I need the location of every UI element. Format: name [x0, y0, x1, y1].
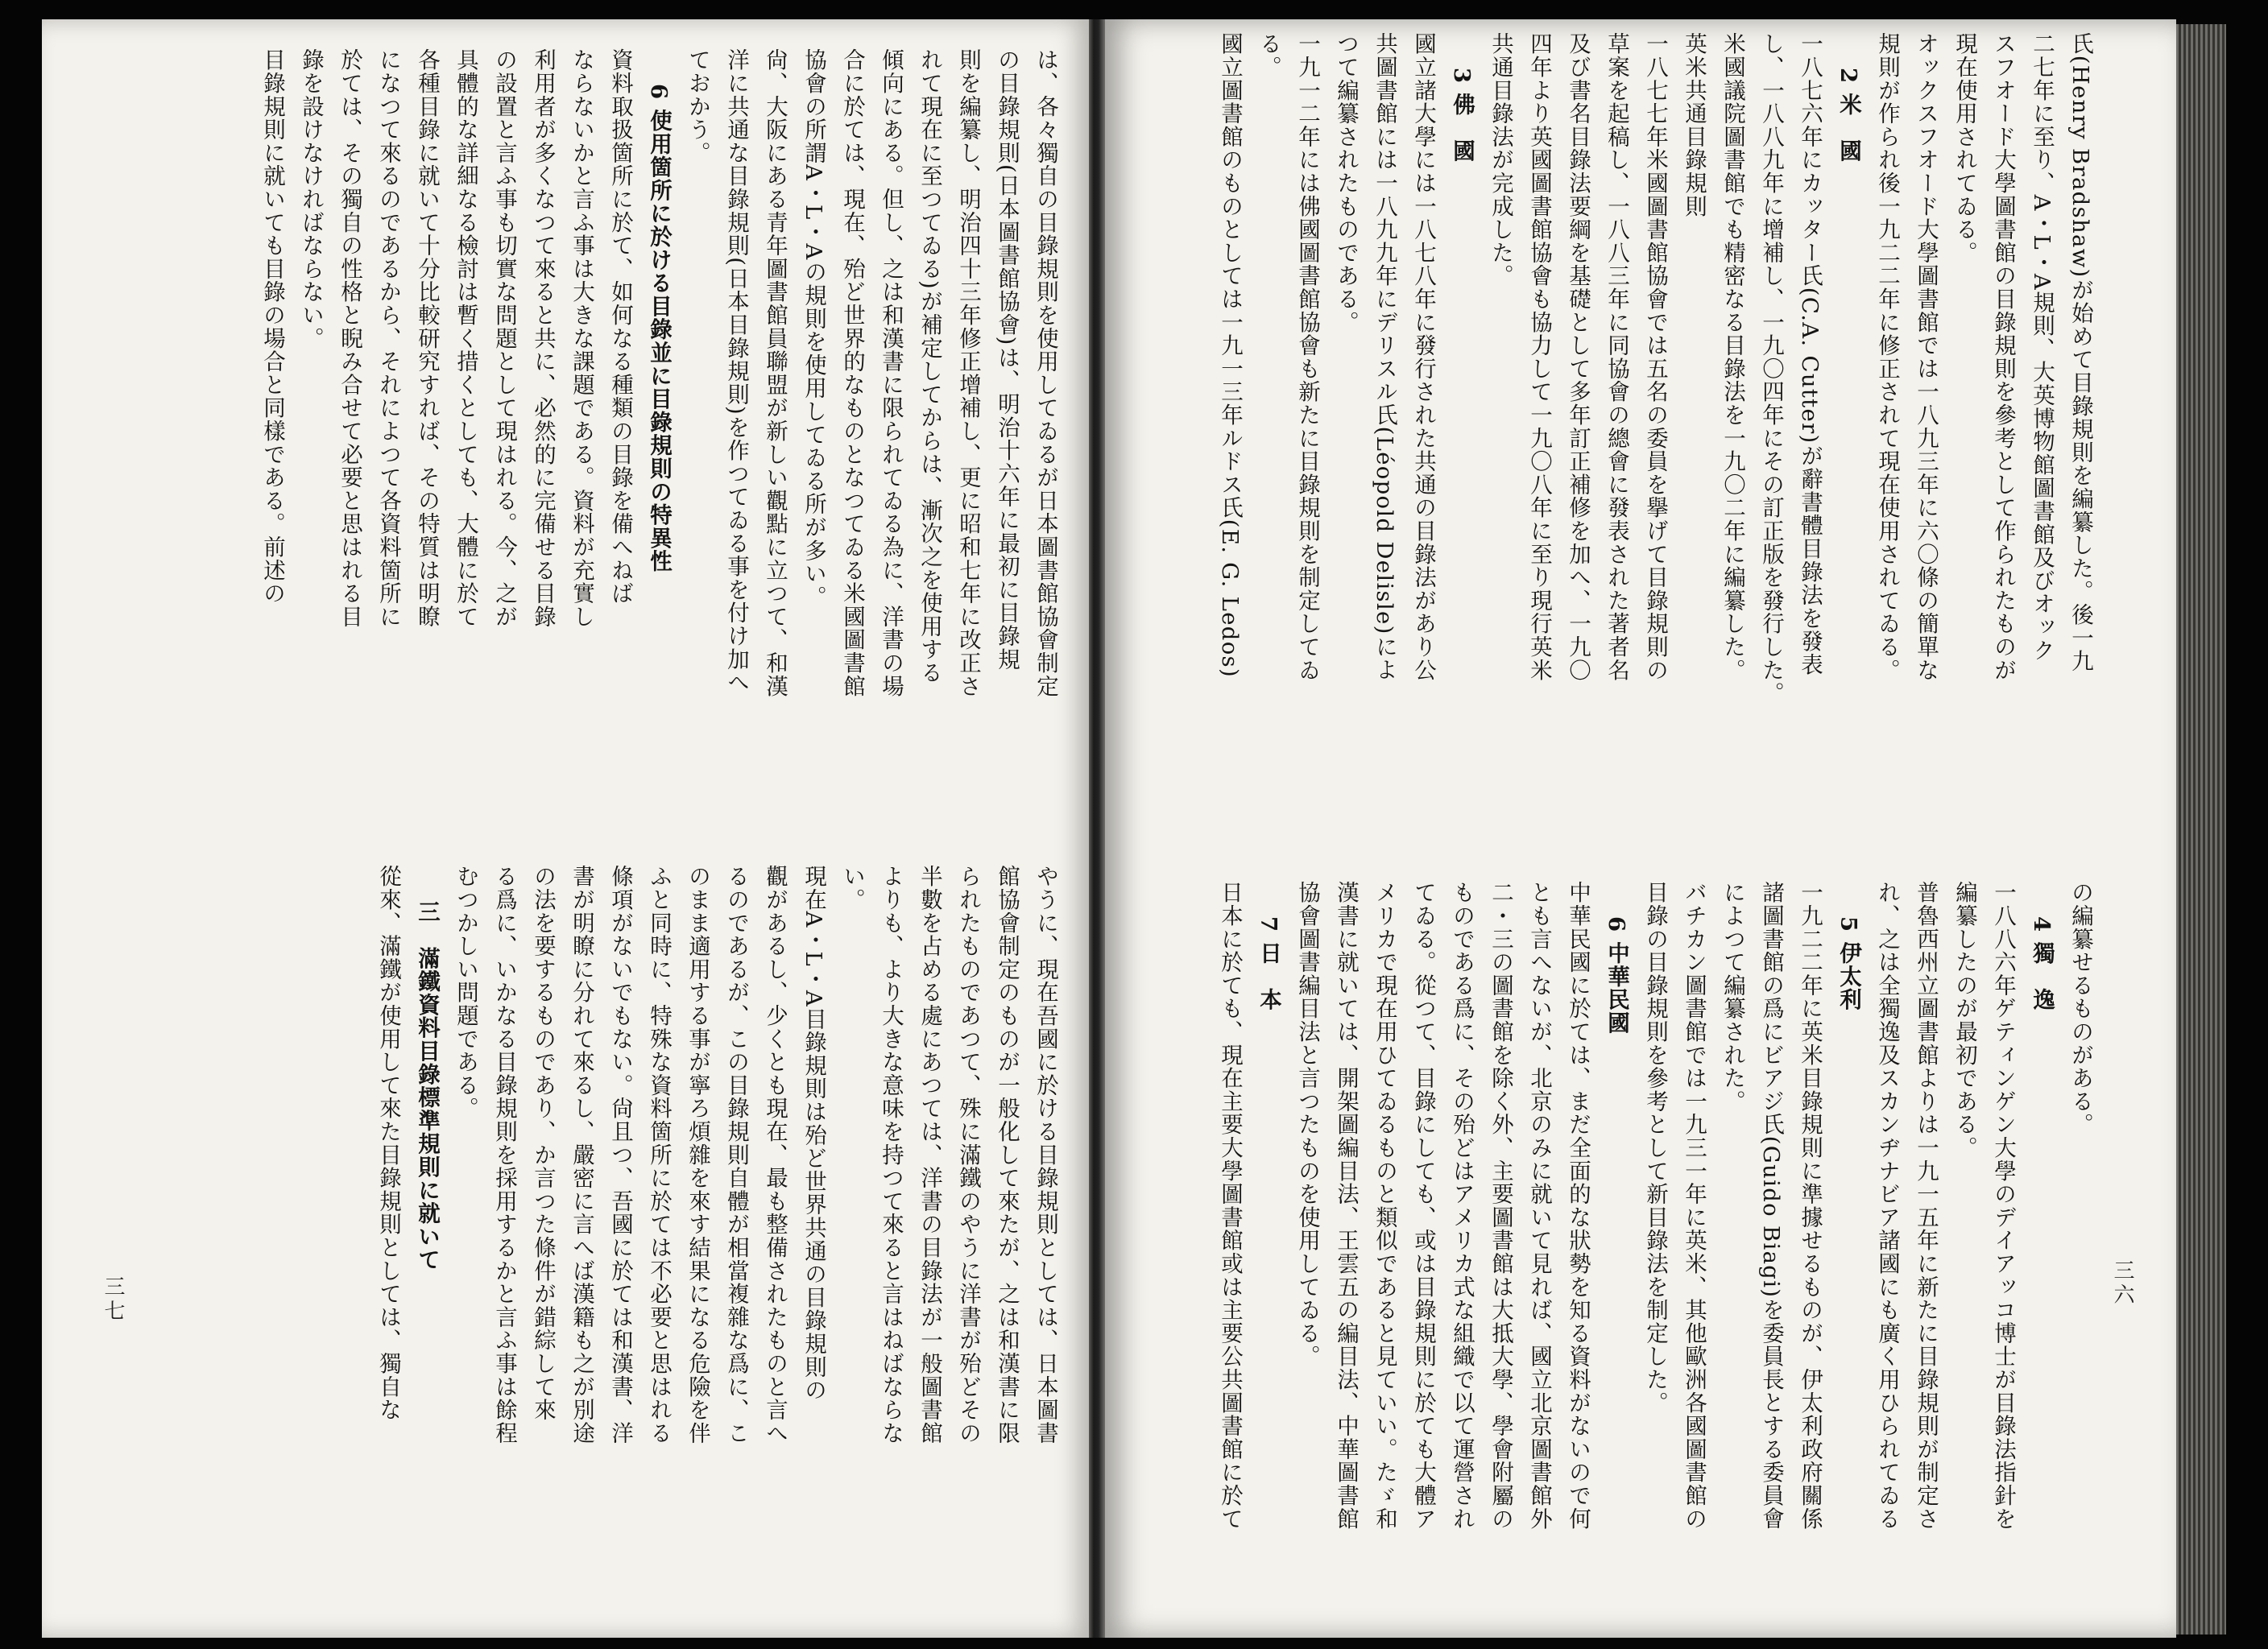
left-top-line: ておかう。 — [685, 48, 710, 164]
right-bottom-line: 諸圖書館の爲にビアジ氏(Guido Biagi)を委員長とする委員會 — [1758, 881, 1784, 1531]
right-bottom-line: 二・三の圖書館を除く外、主要圖書館は大抵大學、學會附屬の — [1488, 881, 1513, 1531]
right-top-line: 共通目錄法が完成した。 — [1488, 32, 1513, 287]
left-bottom-line: 現在A・L・A目錄規則は殆ど世界共通の目錄規則の — [801, 865, 826, 1402]
right-top-line: 一八七六年にカッター氏(C.A. Cutter)が辭書體目錄法を發表 — [1797, 32, 1823, 676]
left-bottom-line: られたものであつて、殊に滿鐵のやうに洋書が殆どその — [955, 865, 981, 1444]
right-top-line: 米國議院圖書館でも精密なる目錄法を一九〇二年に編纂した。 — [1720, 32, 1745, 682]
left-top-line: 洋に共通な目錄規則(日本目錄規則)を作つてゐる事を付け加へ — [723, 48, 749, 694]
page-number-left: 三七 — [101, 1275, 125, 1324]
left-bottom-line: 從來、滿鐵が使用して來た目錄規則としては、獨自な — [375, 865, 401, 1422]
left-top-line: 合に於ては、現在、殆ど世界的なものとなつてゐる米國圖書館 — [839, 48, 865, 698]
left-top-line: 傾向にある。但し、之は和漢書に限られてゐる為に、洋書の場 — [878, 48, 904, 698]
right-bottom-line: 一八八六年ゲティンゲン大學のデイアッコ博士が目錄法指針を — [1990, 881, 2016, 1531]
right-bottom-line: 目錄の目錄規則を參考として新目錄法を制定した。 — [1642, 881, 1668, 1415]
right-bottom-line: 編纂したのが最初である。 — [1951, 881, 1977, 1159]
right-page-upper-block — [1153, 32, 2100, 870]
left-top-line: 各種目錄に就いて十分比較研究すれば、その特質は明瞭 — [414, 48, 440, 628]
right-bottom-line: 普魯西州立圖書館よりは一九一五年に新たに目錄規則が制定さ — [1913, 881, 1939, 1531]
right-bottom-line: 7 日 本 — [1256, 916, 1281, 1011]
left-bottom-line: る爲に、いかなる目錄規則を採用するかと言ふ事は餘程 — [491, 865, 517, 1444]
right-bottom-line: 4 獨 逸 — [2029, 916, 2055, 1011]
right-bottom-line: とも言へないが、北京のみに就いて見れば、國立北京圖書館外 — [1526, 881, 1552, 1531]
left-top-line: 利用者が多くなつて來ると共に、必然的に完備せる目錄 — [530, 48, 556, 628]
left-bottom-line: 書が明瞭に分れて來るし、嚴密に言へば漢籍も之が別途 — [569, 865, 594, 1444]
left-top-line: 資料取扱箇所に於て、如何なる種類の目錄を備へねば — [607, 48, 633, 605]
right-bottom-line: 漢書に就いては、開架圖編目法、王雲五の編目法、中華圖書館 — [1333, 881, 1359, 1531]
right-page-lower-block — [1153, 881, 2100, 1626]
right-bottom-line: メリカで現在用ひてゐるものと類似であると見ていい。たゞ和 — [1372, 881, 1397, 1531]
left-lower-text — [98, 865, 1065, 1622]
right-top-line: 草案を起稿し、一八八三年に同協會の總會に發表された著者名 — [1604, 32, 1629, 682]
left-bottom-line: の法を要するものであり、か言つた條件が錯綜して來 — [530, 865, 556, 1422]
left-bottom-line: ふと同時に、特殊な資料箇所に於ては不必要と思はれる — [646, 865, 672, 1444]
left-top-line: の目錄規則(日本圖書館協會)は、明治十六年に最初に目錄規 — [994, 48, 1020, 671]
left-bottom-line: 館協會制定のものが一般化して來たが、之は和漢書に限 — [994, 865, 1020, 1444]
left-top-line: の設置と言ふ事も切實な問題として現はれる。今、之が — [491, 48, 517, 628]
right-top-line: 現在使用されてゐる。 — [1951, 32, 1977, 264]
right-top-line: る。 — [1256, 32, 1281, 79]
left-page — [42, 19, 1089, 1638]
right-bottom-line: れ、之は全獨逸及スカンヂナビア諸國にも廣く用ひられてゐる — [1874, 881, 1900, 1531]
left-bottom-line: やうに、現在吾國に於ける目錄規則としては、日本圖書 — [1033, 865, 1058, 1444]
page-edges — [2176, 24, 2226, 1635]
left-bottom-line: むつかしい問題である。 — [453, 865, 478, 1120]
right-upper-text — [1153, 32, 2100, 870]
left-bottom-line: 半數を占める處にあつては、洋書の目錄法が一般圖書館 — [917, 865, 942, 1444]
right-top-line: 一八七七年米國圖書館協會では五名の委員を擧げて目錄規則の — [1642, 32, 1668, 682]
left-top-line: ならないかと言ふ事は大きな課題である。資料が充實し — [569, 48, 594, 628]
right-top-line: 英米共通目錄規則 — [1681, 32, 1707, 218]
right-bottom-line: によつて編纂された。 — [1720, 881, 1745, 1113]
left-top-line: 尙、大阪にある青年圖書館員聯盟が新しい觀點に立つて、和漢 — [762, 48, 788, 698]
left-page-upper-block — [98, 48, 1065, 853]
left-bottom-line: 三 滿鐵資料目錄標準規則に就いて — [414, 900, 440, 1271]
page-number-right: 三六 — [2110, 1259, 2134, 1308]
right-top-line: 一九一二年には佛國圖書館協會も新たに目錄規則を制定してゐ — [1294, 32, 1320, 682]
left-top-line: 具體的な詳細なる檢討は暫く措くとしても、大體に於て — [453, 48, 478, 628]
right-page — [1105, 19, 2176, 1638]
right-bottom-line: 協會圖書編目法と言つたものを使用してゐる。 — [1294, 881, 1320, 1368]
left-top-line: になつて來るのであるから、それによつて各資料箇所に — [375, 48, 401, 628]
left-page-lower-block — [98, 865, 1065, 1622]
right-top-line: 國立圖書館のものとしては一九一三年ルドス氏(E. G. Ledos) — [1217, 32, 1243, 678]
right-bottom-line: 一九二二年に英米目錄規則に準據せるものが、伊太利政府關係 — [1797, 881, 1823, 1531]
left-upper-text — [98, 48, 1065, 853]
left-bottom-line: よりも、より大きな意味を持つて來ると言はねばならな — [878, 865, 904, 1444]
right-bottom-line: の編纂せるものがある。 — [2067, 881, 2093, 1136]
left-top-line: 於ては、その獨自の性格と睨み合せて必要と思はれる目 — [337, 48, 362, 628]
right-top-line: 規則が作られ後一九二二年に修正されて現在使用されてゐる。 — [1874, 32, 1900, 682]
right-top-line: 二七年に至り、A・L・A規則、大英博物館圖書館及びオック — [2029, 32, 2055, 662]
left-top-line: は、各々獨自の目錄規則を使用してゐるが日本圖書館協會制定 — [1033, 48, 1058, 698]
left-top-line: 錄を設けなければならない。 — [298, 48, 324, 350]
left-bottom-line: のまま適用する事が寧ろ煩雜を來す結果になる危險を伴 — [685, 865, 710, 1444]
right-top-line: し、一八八九年に增補し、一九〇四年にその訂正版を發行した。 — [1758, 32, 1784, 705]
right-lower-text — [1153, 881, 2100, 1626]
right-top-line: 氏(Henry Bradshaw)が始めて目錄規則を編纂した。後一九 — [2067, 32, 2093, 673]
left-top-line: 協會の所謂A・L・Aの規則を使用してゐる所が多い。 — [801, 48, 826, 609]
right-bottom-line: バチカン圖書館では一九三一年に英米、其他歐洲各國圖書館の — [1681, 881, 1707, 1531]
right-top-line: 四年より英國圖書館協會も協力して一九〇八年に至り現行英米 — [1526, 32, 1552, 682]
right-top-line: 2 米 國 — [1836, 68, 1861, 163]
left-bottom-line: 條項がないでもない。尙且つ、吾國に於ては和漢書、洋 — [607, 865, 633, 1444]
right-top-line: 國立諸大學には一八七八年に發行された共通の目錄法があり公 — [1410, 32, 1436, 682]
right-bottom-line: 6 中華民國 — [1604, 916, 1629, 1035]
right-bottom-line: 中華民國に於ては、まだ全面的な狀勢を知る資料がないので何 — [1565, 881, 1591, 1531]
left-top-line: 目錄規則に就いても目錄の場合と同樣である。前述の — [259, 48, 285, 605]
right-bottom-line: 5 伊太利 — [1836, 916, 1861, 1011]
right-top-line: スフオード大學圖書館の目錄規則を參考として作られたものが — [1990, 32, 2016, 682]
left-top-line: 6 使用箇所に於ける目錄並に目錄規則の特異性 — [646, 84, 672, 573]
left-top-line: れて現在に至つてゐる)が補定してからは、漸次之を使用する — [917, 48, 942, 684]
right-top-line: つて編纂されたものである。 — [1333, 32, 1359, 334]
right-top-line: 及び書名目錄法要綱を基礎として多年訂正補修を加へ、一九〇 — [1565, 32, 1591, 682]
right-bottom-line: てゐる。從つて、目錄にしても、或は目錄規則に於ても大體ア — [1410, 881, 1436, 1531]
right-bottom-line: ものである爲に、その殆どはアメリカ式な組織で以て運營され — [1449, 881, 1475, 1531]
left-bottom-line: 觀があるし、少くとも現在、最も整備されたものと言へ — [762, 865, 788, 1444]
right-top-line: 共圖書館には一八九九年にデリスル氏(Léopold Delisle)によ — [1372, 32, 1397, 682]
right-top-line: オックスフオード大學圖書館では一八九三年に六〇條の簡單な — [1913, 32, 1939, 682]
left-bottom-line: い。 — [839, 865, 865, 911]
right-bottom-line: 日本に於ても、現在主要大學圖書館或は主要公共圖書館に於て — [1217, 881, 1243, 1531]
left-bottom-line: るのであるが、この目錄規則自體が相當複雜な爲に、こ — [723, 865, 749, 1444]
right-top-line: 3 佛 國 — [1449, 68, 1475, 163]
left-top-line: 則を編纂し、明治四十三年修正增補し、更に昭和七年に改正さ — [955, 48, 981, 698]
